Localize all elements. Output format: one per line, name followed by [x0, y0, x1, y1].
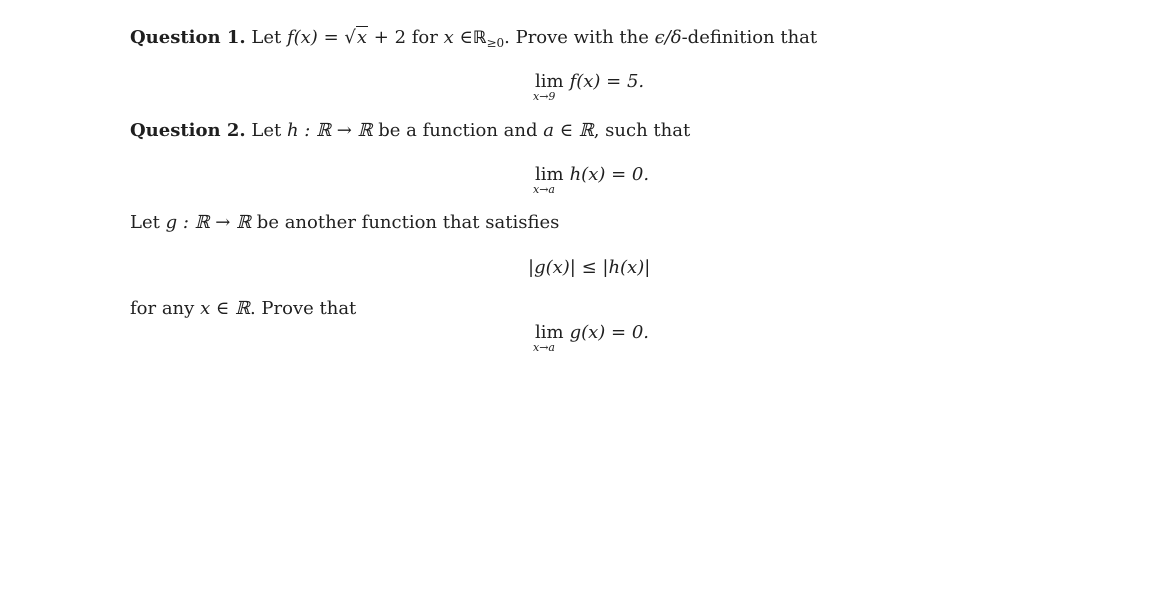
q1-function-f: f(x)	[286, 27, 318, 48]
q2-lim-h-operator	[533, 164, 564, 196]
q2-let-g-line	[130, 212, 559, 234]
q2-lim-h-text: lim	[535, 164, 564, 185]
question-1-label: Question 1.	[130, 27, 246, 48]
q1-lim-operator	[533, 71, 564, 103]
q2-a-in-reals: a ∈ ℝ	[543, 120, 594, 141]
q2-inequality-display: |g(x)| ≤ |h(x)|	[528, 257, 651, 278]
q2-limit-g-display	[533, 322, 650, 354]
question-2-label: Question 2.	[130, 120, 246, 141]
q1-limit-expression: f(x) = 5.	[569, 71, 645, 92]
q2-let-g-post: be another function that satisfies	[256, 212, 560, 233]
q1-plus-two-for: + 2 for	[373, 27, 438, 48]
q2-prove-that: . Prove that	[249, 298, 357, 319]
q1-reals-subscript: ≥0	[486, 36, 505, 50]
q2-let-g-text: Let	[130, 212, 160, 233]
q2-limit-h-expression: h(x) = 0.	[569, 164, 650, 185]
question-2-statement	[130, 120, 690, 142]
q1-var-x: x	[443, 27, 454, 48]
q2-lim-h-subscript: x→a	[533, 183, 555, 196]
q2-h-signature: h : ℝ → ℝ	[286, 120, 373, 141]
sqrt-argument: x	[356, 27, 368, 48]
q2-for-any-text: for any	[130, 298, 195, 319]
q2-x-in-reals: x ∈ ℝ	[200, 298, 250, 319]
q2-text-mid: be a function and	[378, 120, 538, 141]
q1-epsilon-delta: ϵ/δ	[654, 27, 682, 48]
q2-text-let: Let	[251, 120, 282, 141]
q1-element-of: ∈	[459, 27, 473, 48]
q2-g-signature: g : ℝ → ℝ	[165, 212, 252, 233]
q1-limit-display	[533, 71, 645, 103]
q2-for-any-line	[130, 298, 356, 320]
q2-text-such-that: , such that	[593, 120, 691, 141]
q1-lim-text: lim	[535, 71, 564, 92]
q2-lim-g-text: lim	[535, 322, 564, 343]
q2-lim-g-operator	[533, 322, 564, 354]
q1-text-definition: -definition that	[681, 27, 818, 48]
q1-lim-subscript: x→9	[533, 90, 556, 103]
question-1-statement	[130, 27, 817, 54]
q2-limit-g-expression: g(x) = 0.	[569, 322, 650, 343]
q2-lim-g-subscript: x→a	[533, 341, 555, 354]
q1-equals: =	[323, 27, 339, 48]
q1-text-let: Let	[251, 27, 282, 48]
sqrt-symbol: √x	[344, 27, 368, 48]
q1-reals-symbol: ℝ	[472, 28, 487, 48]
q1-text-prove: . Prove with the	[504, 27, 649, 48]
q2-limit-h-display	[533, 164, 650, 196]
